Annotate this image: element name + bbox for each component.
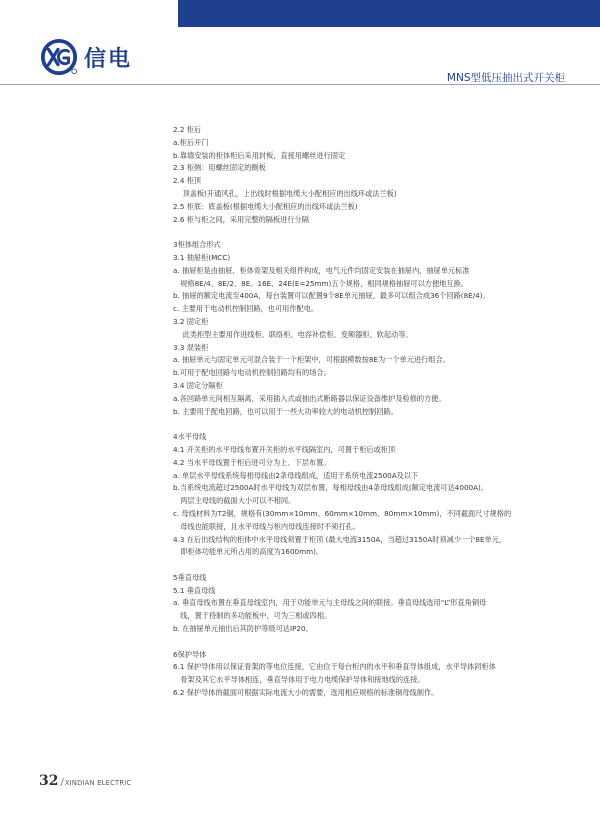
text-line: 两层主母线的截面大小可以不相同。	[180, 496, 296, 506]
text-line: b. 抽屉的额定电流至400A，每台装置可以配置9个8E单元抽屉，最多可以组合成36个回路(8E/4)。	[173, 291, 490, 301]
header-divider	[0, 84, 600, 85]
text-line: 3.3 混装柜	[173, 342, 209, 352]
text-line: 2.6 柜与柜之间，采用完整的隔板进行分隔	[173, 214, 309, 224]
text-line: 即柜体功能单元所占用的高度为1600mm)。	[180, 547, 324, 557]
text-line: b.可用于配电回路与电动机控制回路均有的场合。	[173, 368, 331, 378]
blank-line	[173, 559, 573, 572]
text-line: b.当系统电流超过2500A时水平母线为双层布置，每相母线由4条母线组成(额定电流可达4000A)。	[173, 483, 489, 493]
text-line: 3柜体组合形式	[173, 240, 221, 250]
footer-separator: /	[60, 777, 64, 788]
text-line: c. 主要用于电动机控制回路，也可用作配电。	[173, 304, 319, 314]
brand-logo	[40, 38, 150, 78]
spec-text-body	[173, 124, 573, 700]
text-line: 规格8E/4、8E/2、8E、16E、24E(E=25mm)五个规格，相同规格抽屉可以方便地互换。	[180, 278, 468, 288]
text-line: a.各回路单元间相互隔离，采用插入式或抽出式断路器以保证设备维护及检修的方便。	[173, 393, 446, 403]
text-line: 2.4 柜顶	[173, 176, 202, 186]
text-line: 2.5 柜底：底盖板(根据电缆大小配相应的出线环或法兰板)	[173, 201, 358, 211]
text-line: 6.2 保护导体的截面可根据实际电流大小的需要，选用相应规格的标准铜母线制作。	[173, 688, 439, 698]
page-header-title: MNS型低压抽出式开关柜	[446, 72, 565, 84]
text-line: 3.4 固定分隔柜	[173, 380, 223, 390]
footer-brand: XINDIAN ELECTRIC	[64, 779, 132, 787]
text-line: 6.1 保护导体用以保证骨架的等电位连接，它由位于每台柜内的水平和垂直导体组成，水平导体同柜体	[173, 662, 496, 672]
text-line: 顶盖板(开通风孔，上出线时根据电缆大小配相应的出线环或法兰板)	[182, 188, 397, 198]
text-line: 4.3 在后出线结构的柜体中水平母线须置于柜顶 (最大电流3150A，当超过3150A时须减少一个8E单元，	[173, 534, 507, 544]
blank-line	[173, 636, 573, 649]
text-line: 骨架及其它水平导体相连，垂直导体用于电力电缆保护导体和接地线的连接。	[180, 675, 425, 685]
text-line: 6保护导体	[173, 649, 207, 659]
text-line: b. 主要用于配电回路，也可以用于一些大功率较大的电动机控制回路。	[173, 406, 398, 416]
text-line: 4.1 开关柜的水平母线布置开关柜的水平线隔室内，可置于柜后或柜顶	[173, 444, 396, 454]
text-line: 3.1 抽屉柜(MCC)	[173, 252, 231, 262]
text-line: 2.2 柜后	[173, 125, 202, 134]
text-line: 4.2 当水平母线置于柜后进可分为上、下层布置。	[173, 457, 331, 467]
text-line: a. 垂直母线布置在垂直母线室内，用于功能单元与主母线之间的联接。垂直母线选用“L”形直角铜母	[173, 598, 487, 608]
text-line: 2.3 柜侧：用螺丝固定的侧板	[173, 163, 266, 173]
page-number: 32	[39, 773, 59, 789]
text-line: a. 抽屉柜是由抽屉、柜体骨架及相关组件构成，电气元件均固定安装在抽屉内，抽屉单元标准	[173, 265, 470, 275]
text-line: b. 在抽屉单元抽出后其防护等级可达IP20。	[173, 624, 313, 634]
text-line: b.靠墙安装的柜体柜后采用封板，直接用螺丝进行固定	[173, 150, 346, 160]
text-line: 此类柜型主要用作进线柜、联络柜、电容补偿柜、变频器柜、软起动等。	[182, 329, 413, 339]
blank-line	[173, 226, 573, 239]
page-footer	[39, 773, 131, 789]
text-line: 4水平母线	[173, 432, 207, 442]
text-line: 线，置于持制的多功能板中，可为三相或四相。	[180, 611, 332, 621]
header-color-bar	[178, 0, 600, 27]
text-line: a.柜后开门	[173, 137, 209, 147]
text-line: 5.1 垂直母线	[173, 585, 216, 595]
text-line: 5垂直母线	[173, 572, 207, 582]
text-line: 母线也能联接，且水平母线与柜内母线连接时不须打孔。	[180, 521, 360, 531]
brand-name: 信电	[84, 47, 133, 72]
xindian-logo-icon	[40, 38, 78, 76]
text-line: a. 单层水平母线系统每相母线由2条母线组成，适用于系统电流2500A及以下	[173, 470, 419, 480]
text-line: c. 母线材料为T2铜，规格有(30mm×10mm、60mm×10mm、80mm×10mm)，不同截面尺寸规格的	[173, 508, 512, 518]
blank-line	[173, 418, 573, 431]
text-line: a. 抽屉单元与固定单元可混合装于一个柜架中，可根据模数按8E为一个单元进行组合。	[173, 355, 450, 365]
text-line: 3.2 固定柜	[173, 316, 209, 326]
